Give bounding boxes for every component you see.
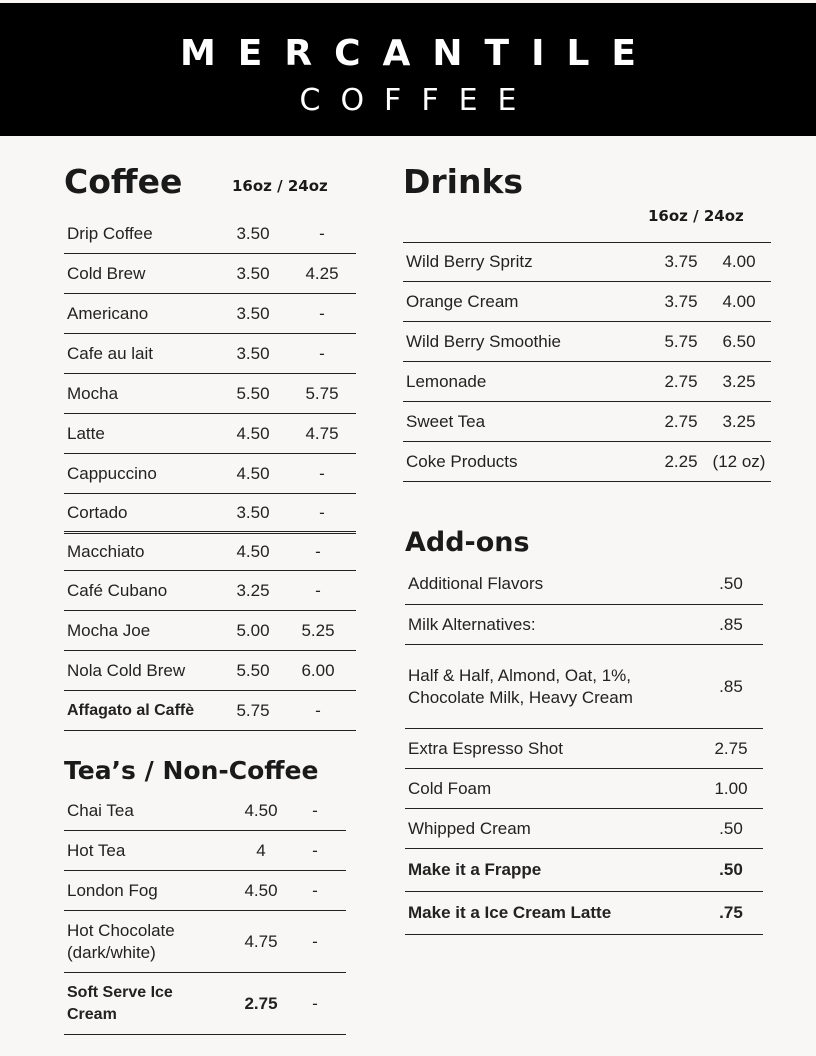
- item-price: 1.00: [714, 778, 748, 798]
- item-price-16oz: 3.50: [236, 303, 270, 323]
- menu-row: [405, 809, 763, 849]
- item-price-24oz: -: [319, 463, 325, 483]
- menu-row: [405, 729, 763, 769]
- menu-row: [64, 414, 356, 454]
- menu-row: [403, 322, 771, 362]
- menu-row: [64, 911, 346, 973]
- header-banner: [0, 3, 816, 136]
- item-price-16oz: 3.25: [236, 580, 270, 600]
- item-price-16oz: 4: [256, 840, 266, 860]
- menu-row: [64, 534, 356, 571]
- item-price-24oz: -: [315, 700, 321, 720]
- item-price-24oz: -: [319, 343, 325, 363]
- item-price-16oz: 5.50: [236, 660, 270, 680]
- item-price: .75: [719, 903, 743, 922]
- menu-row: [405, 605, 763, 645]
- item-price-16oz: 3.50: [236, 502, 270, 522]
- item-price-16oz: 5.50: [236, 383, 270, 403]
- item-name: Soft Serve Ice Cream: [67, 983, 173, 1023]
- item-price-24oz: -: [315, 580, 321, 600]
- addons-title: Add-ons: [405, 527, 530, 558]
- menu-row: [403, 282, 771, 322]
- item-name: Latte: [67, 423, 105, 443]
- item-name: Coke Products: [406, 451, 518, 471]
- item-price-24oz: -: [312, 931, 318, 951]
- menu-row: [405, 564, 763, 605]
- item-name: Macchiato: [67, 542, 145, 561]
- menu-row: [403, 442, 771, 482]
- item-price-24oz: -: [315, 542, 321, 561]
- menu-row: [64, 871, 346, 911]
- item-price-24oz: -: [319, 502, 325, 522]
- item-price-16oz: 3.75: [664, 291, 698, 311]
- item-price-24oz: (12 oz): [712, 451, 766, 471]
- menu-row: [64, 691, 356, 731]
- item-name: Mocha: [67, 383, 119, 403]
- item-name: Hot Chocolate (dark/white): [67, 920, 175, 962]
- tea-title: Tea’s / Non-Coffee: [64, 756, 319, 785]
- item-price-16oz: 2.75: [664, 411, 698, 431]
- menu-row: [64, 334, 356, 374]
- item-price-24oz: 6.50: [722, 331, 756, 351]
- item-price: .50: [719, 574, 743, 593]
- item-price-16oz: 3.50: [236, 343, 270, 363]
- item-price-24oz: -: [312, 800, 318, 820]
- menu-row: [64, 454, 356, 494]
- item-price-16oz: 4.50: [236, 463, 270, 483]
- item-price-16oz: 4.75: [244, 931, 278, 951]
- item-name: Nola Cold Brew: [67, 660, 186, 680]
- item-price-24oz: 6.00: [301, 660, 335, 680]
- menu-row: [405, 892, 763, 935]
- item-name: Affagato al Caffè: [67, 701, 195, 719]
- item-price: .50: [719, 818, 743, 838]
- menu-row: [64, 374, 356, 414]
- item-name: Cold Foam: [408, 778, 492, 798]
- item-price-16oz: 5.75: [664, 331, 698, 351]
- item-name: Mocha Joe: [67, 620, 151, 640]
- menu-row: [64, 214, 356, 254]
- item-price: .85: [719, 614, 743, 634]
- menu-row: [64, 571, 356, 611]
- item-name: Whipped Cream: [408, 818, 531, 838]
- item-name: Cafe au lait: [67, 343, 153, 363]
- brand-name: MERCANTILE: [179, 33, 659, 74]
- item-price-24oz: 5.25: [301, 620, 335, 640]
- item-name: Make it a Frappe: [408, 860, 542, 879]
- item-name: Extra Espresso Shot: [408, 738, 563, 758]
- item-price-24oz: -: [312, 840, 318, 860]
- item-price-16oz: 3.50: [236, 223, 270, 243]
- item-name: Wild Berry Spritz: [406, 252, 533, 271]
- menu-row: [64, 973, 346, 1035]
- item-name: Cold Brew: [67, 263, 146, 283]
- item-price-16oz: 3.75: [664, 252, 698, 271]
- item-price-24oz: -: [319, 223, 325, 243]
- item-price-24oz: 4.00: [722, 252, 756, 271]
- item-price-24oz: -: [312, 993, 318, 1013]
- menu-row: [403, 242, 771, 282]
- item-price: 2.75: [714, 738, 748, 758]
- item-price-24oz: 5.75: [305, 383, 339, 403]
- item-price-16oz: 5.75: [236, 700, 270, 720]
- item-price-16oz: 2.75: [244, 993, 278, 1013]
- menu-row: [64, 611, 356, 651]
- menu-row: [405, 769, 763, 809]
- item-name: Americano: [67, 303, 149, 323]
- menu-row: [403, 362, 771, 402]
- menu-row: [405, 849, 763, 892]
- coffee-title: Coffee: [64, 162, 183, 201]
- item-price-16oz: 2.25: [664, 451, 698, 471]
- item-price-24oz: 4.00: [722, 291, 756, 311]
- menu-row: [64, 791, 346, 831]
- item-price-16oz: 4.50: [236, 542, 270, 561]
- item-name: Cappuccino: [67, 463, 157, 483]
- item-name: Wild Berry Smoothie: [406, 331, 561, 351]
- item-name: Milk Alternatives:: [408, 614, 536, 634]
- item-price-24oz: 3.25: [722, 371, 756, 391]
- brand-subtitle: COFFEE: [299, 83, 537, 118]
- item-price-16oz: 5.00: [236, 620, 270, 640]
- item-name: Orange Cream: [406, 291, 519, 311]
- item-name: London Fog: [67, 880, 158, 900]
- menu-row: [64, 494, 356, 534]
- item-name: Cortado: [67, 502, 128, 522]
- item-name: Make it a Ice Cream Latte: [408, 903, 612, 922]
- item-name: Café Cubano: [67, 580, 168, 600]
- item-name: Sweet Tea: [406, 411, 486, 431]
- item-price-24oz: 3.25: [722, 411, 756, 431]
- item-price: .85: [719, 676, 743, 696]
- drinks-size-header: 16oz / 24oz: [648, 207, 744, 225]
- menu-row: [64, 651, 356, 691]
- item-name: Additional Flavors: [408, 574, 544, 593]
- menu-row: [64, 294, 356, 334]
- item-price-24oz: -: [319, 303, 325, 323]
- item-price-24oz: 4.75: [305, 423, 339, 443]
- item-price-16oz: 4.50: [244, 800, 278, 820]
- item-price-16oz: 4.50: [244, 880, 278, 900]
- item-price-24oz: -: [312, 880, 318, 900]
- coffee-size-header: 16oz / 24oz: [232, 177, 328, 195]
- item-name: Hot Tea: [67, 840, 126, 860]
- item-price-16oz: 4.50: [236, 423, 270, 443]
- item-name: Lemonade: [406, 371, 487, 391]
- drinks-title: Drinks: [403, 162, 524, 201]
- item-name: Drip Coffee: [67, 223, 153, 243]
- item-name: Chai Tea: [67, 800, 134, 820]
- menu-row: [64, 831, 346, 871]
- item-price-16oz: 2.75: [664, 371, 698, 391]
- menu-row: [64, 254, 356, 294]
- item-name: Half & Half, Almond, Oat, 1%, Chocolate Milk, Heavy Cream: [408, 665, 633, 707]
- menu-row: [405, 645, 763, 729]
- item-price: .50: [719, 860, 743, 879]
- menu-row: [403, 402, 771, 442]
- item-price-24oz: 4.25: [305, 263, 339, 283]
- item-price-16oz: 3.50: [236, 263, 270, 283]
